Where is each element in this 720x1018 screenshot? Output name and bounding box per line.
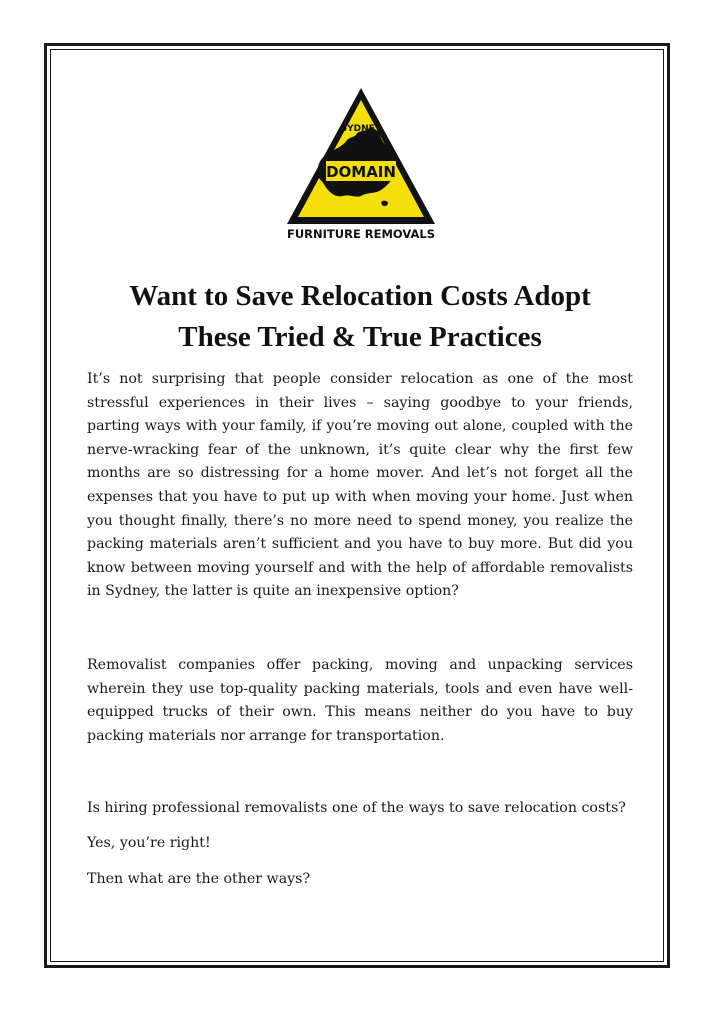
logo-text-sydney: SYDNEY xyxy=(340,124,382,134)
paragraph-other-ways: Then what are the other ways? xyxy=(87,871,311,887)
paragraph-removalist-companies: Removalist companies offer packing, moving and unpacking services wherein they use top-quality packing materials, tools and even have well-equipped trucks of their own. This means neither do you have to buy packing materials nor arrange for transportation. xyxy=(87,657,633,744)
paragraph-answer: Yes, you’re right! xyxy=(87,835,211,851)
article-title: Want to Save Relocation Costs Adopt These Tried & True Practices xyxy=(129,280,591,353)
company-logo xyxy=(285,86,437,240)
paragraph-intro: It’s not surprising that people consider relocation as one of the most stressful experiences in their lives – saying goodbye to your friends, parting ways with your family, if you’re moving out alone, coupled with the nerve-wracking fear of the unknown, it’s quite clear why the first few months are so distressing for a home mover. And let’s not forget all the expenses that you have to put up with when moving your home. Just when you thought finally, there’s no more need to spend money, you realize the packing materials aren’t sufficient and you have to buy more. But did you know between moving yourself and with the help of affordable removalists in Sydney, the latter is quite an inexpensive option? xyxy=(87,371,633,600)
logo-graphic xyxy=(285,86,437,240)
logo-text-furniture-removals: FURNITURE REMOVALS xyxy=(287,227,435,240)
paragraph-question: Is hiring professional removalists one of the ways to save relocation costs? xyxy=(87,800,626,816)
logo-text-domain: DOMAIN xyxy=(326,163,396,181)
